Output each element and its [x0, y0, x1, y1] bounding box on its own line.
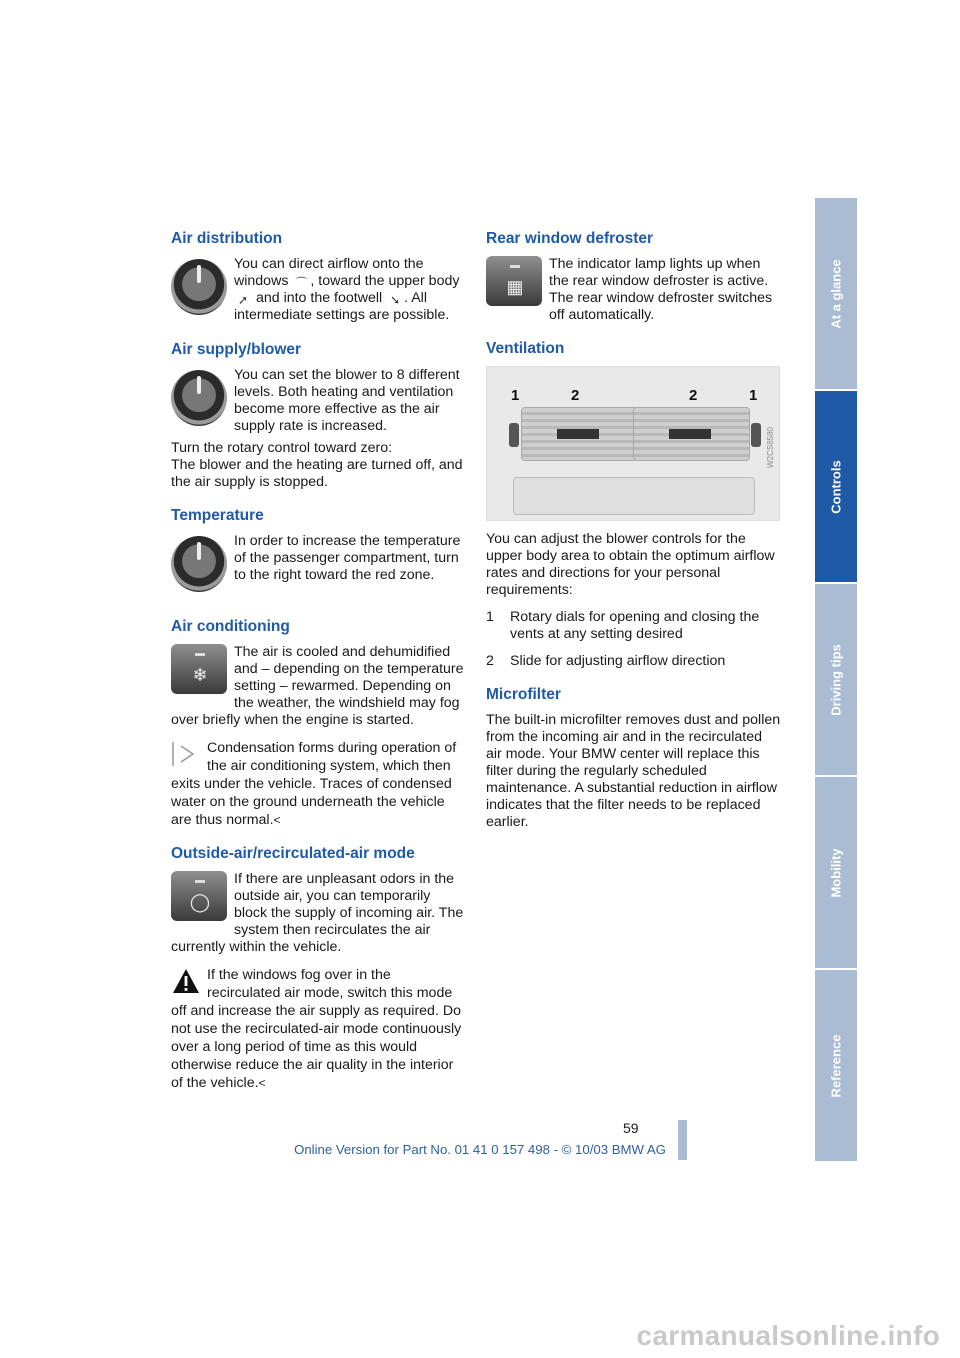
list-item: 1 Rotary dials for opening and closing the vents at any setting desired — [486, 609, 760, 642]
air-conditioning-text: The air is cooled and dehumidified and – depending on the temperature setting – rewarmed. Depending on the weather, the windshield may fog over briefly when the engine is started. — [171, 644, 464, 728]
section-air-supply — [171, 339, 466, 491]
ac-button-image — [171, 644, 234, 712]
end-mark: < — [258, 1076, 266, 1090]
footwell-airflow-icon: ➘ — [390, 293, 401, 307]
left-column — [171, 228, 466, 1106]
rear-defroster-icon: ▦ — [506, 277, 524, 297]
section-microfilter — [486, 684, 781, 831]
heading-air-supply: Air supply/blower — [171, 341, 302, 358]
rear-defroster-text: The indicator lamp lights up when the rear window defroster is active. The rear window defroster switches off automatically. — [549, 256, 773, 323]
figure-label: 1 — [511, 387, 520, 404]
figure-label: 1 — [749, 387, 758, 404]
windshield-icon: ⌒ — [295, 276, 308, 290]
tab-mobility[interactable]: Mobility — [815, 777, 857, 968]
page-number: 59 — [623, 1120, 639, 1136]
tab-at-a-glance[interactable]: At a glance — [815, 198, 857, 389]
recirculation-button-image — [171, 871, 234, 939]
snowflake-icon: ❄ — [192, 665, 208, 685]
air-distribution-knob-image — [171, 259, 234, 319]
tab-controls[interactable]: Controls — [815, 391, 857, 582]
rear-defroster-button-image — [486, 256, 549, 324]
ventilation-list — [486, 609, 781, 670]
slide-left — [557, 429, 599, 439]
rotary-dial-left — [509, 423, 519, 447]
air-supply-text: You can set the blower to 8 different levels. Both heating and ventilation become more effective as the air supply rate is increased. — [234, 367, 460, 434]
heading-temperature: Temperature — [171, 507, 264, 524]
temperature-text: In order to increase the temperature of the passenger compartment, turn to the right toward the red zone. — [234, 533, 461, 583]
note-arrow-icon — [171, 740, 201, 768]
ventilation-text: You can adjust the blower controls for the upper body area to obtain the optimum airflow rates and directions for your personal requirements: — [486, 531, 775, 598]
ventilation-figure — [486, 366, 780, 521]
section-temperature — [171, 505, 466, 602]
ac-note — [171, 739, 466, 829]
console-panel — [513, 477, 755, 515]
heading-ventilation: Ventilation — [486, 340, 565, 357]
upper-body-airflow-icon: ➚ — [237, 293, 249, 307]
figure-code: W2CS8580 — [766, 427, 775, 468]
right-column — [486, 228, 781, 845]
recirculation-icon: ◯ — [189, 892, 211, 912]
watermark: carmanualsonline.info — [636, 1320, 940, 1351]
section-air-distribution — [171, 228, 466, 325]
outside-air-warning-text: If the windows fog over in the recirculated air mode, switch this mode off and increase the air supply as required. Do not use the recirculated-air mode continuously over a long period of time as this would otherwise reduce the air quality in the interior of the vehicle.< — [171, 967, 462, 1091]
temperature-knob-image — [171, 536, 234, 596]
microfilter-text: The built-in microfilter removes dust and pollen from the incoming air and in the recirculated air mode. Your BMW center will replace this filter during the regularly scheduled maintenance. A substantial reduction in airflow indicates that the filter needs to be replaced earlier. — [486, 712, 781, 830]
figure-label: 2 — [689, 387, 698, 404]
end-mark: < — [273, 813, 281, 827]
section-air-conditioning — [171, 616, 466, 829]
footer-text: Online Version for Part No. 01 41 0 157 498 - © 10/03 BMW AG — [294, 1142, 666, 1157]
heading-microfilter: Microfilter — [486, 686, 561, 703]
section-outside-air — [171, 843, 466, 1092]
chapter-tabs — [815, 198, 857, 1163]
outside-air-warning — [171, 966, 466, 1092]
blower-knob-image — [171, 370, 234, 430]
air-supply-text-2: Turn the rotary control toward zero: The blower and the heating are turned off, and the air supply is stopped. — [171, 440, 463, 490]
list-item: 2 Slide for adjusting airflow direction — [486, 653, 726, 669]
warning-triangle-icon — [171, 967, 201, 995]
rotary-dial-right — [751, 423, 761, 447]
figure-label: 2 — [571, 387, 580, 404]
slide-right — [669, 429, 711, 439]
heading-outside-air: Outside-air/recirculated-air mode — [171, 845, 415, 862]
section-ventilation — [486, 338, 781, 670]
air-distribution-text: You can direct airflow onto the windows ⌒ , toward the upper body ➚ and into the footwell ➘ . All intermediate settings are possible. — [234, 256, 460, 323]
outside-air-text: If there are unpleasant odors in the outside air, you can temporarily block the supply of incoming air. The system then recirculates the air currently within the vehicle. — [171, 871, 464, 955]
heading-rear-defroster: Rear window defroster — [486, 230, 654, 247]
tab-driving-tips[interactable]: Driving tips — [815, 584, 857, 775]
section-rear-defroster — [486, 228, 781, 324]
heading-air-distribution: Air distribution — [171, 230, 283, 247]
heading-air-conditioning: Air conditioning — [171, 618, 290, 635]
tab-reference[interactable]: Reference — [815, 970, 857, 1161]
ac-note-text: Condensation forms during operation of the air conditioning system, which then exits under the vehicle. Traces of condensed water on the ground underneath the vehicle are thus normal.< — [171, 740, 457, 828]
